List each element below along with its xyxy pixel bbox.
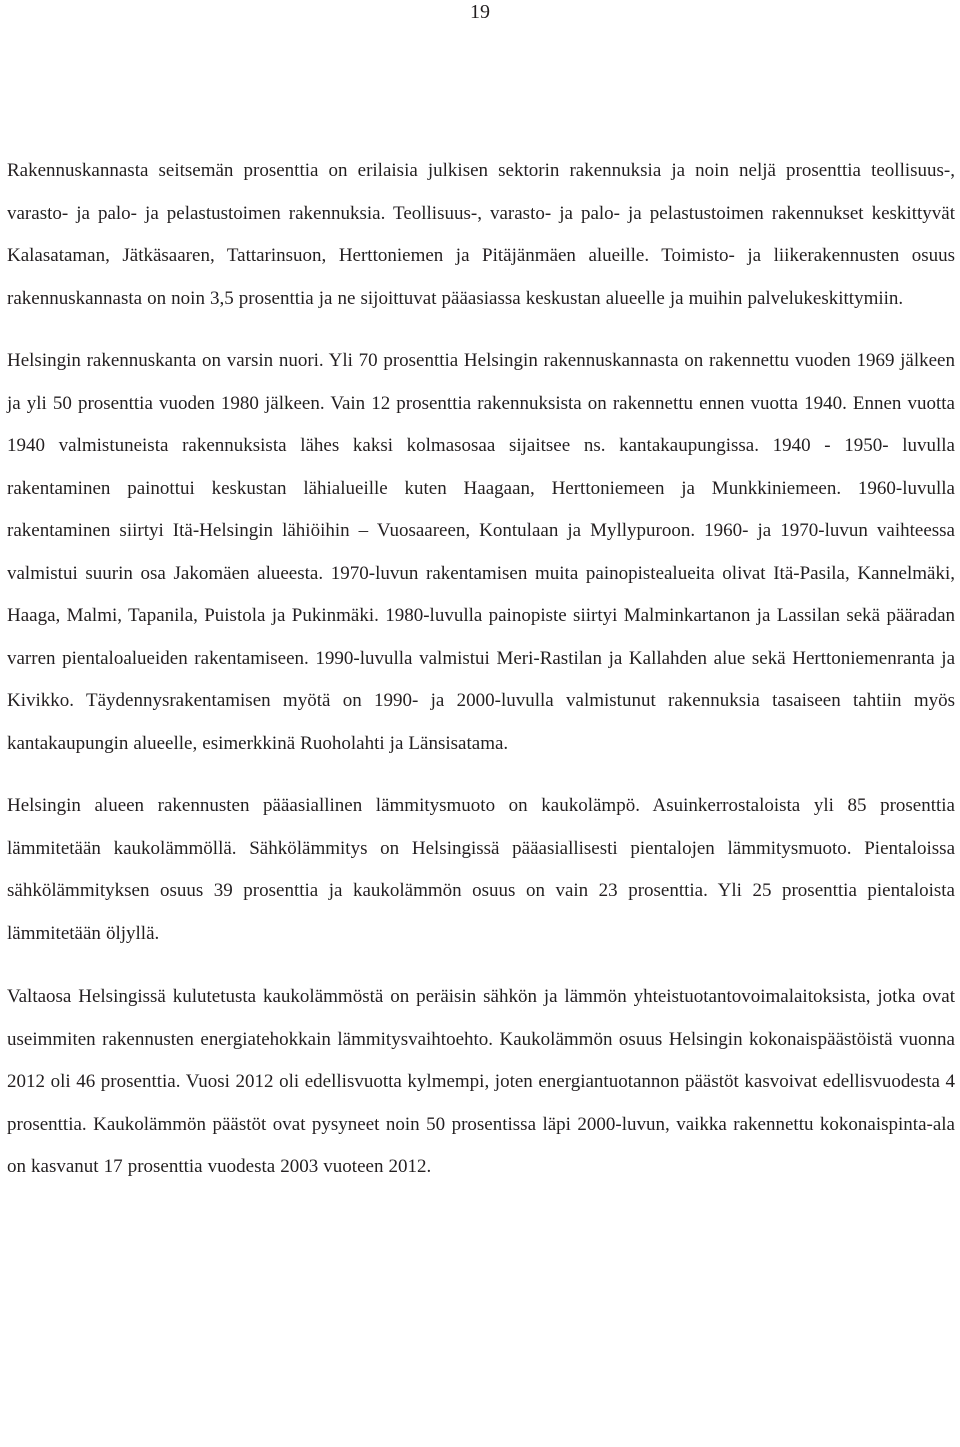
paragraph-building-age: Helsingin rakennuskanta on varsin nuori. Yli 70 prosenttia Helsingin rakennuskannasta on rakennettu vuoden 1969 jälkeen ja yli 50 prosenttia vuoden 1980 jälkeen. Vain 12 prosenttia rakennuksista on rakennettu ennen vuotta 1940. Ennen vuotta 1940 valmistuneista rakennuksista lähes kaksi kolmasosaa sijaitsee ns. kantakaupungissa. 1940 - 1950- luvulla rakentaminen painottui keskustan lähialueille kuten Haagaan, Herttoniemeen ja Munkkiniemeen. 1960-luvulla rakentaminen siirtyi Itä-Helsingin lähiöihin – Vuosaareen, Kontulaan ja Myllypuroon. 1960- ja 1970-luvun vaihteessa valmistui suurin osa Jakomäen alueesta. 1970-luvun rakentamisen muita painopistealueita olivat Itä-Pasila, Kannelmäki, Haaga, Malmi, Tapanila, Puistola ja Pukinmäki. 1980-luvulla painopiste siirtyi Malminkartanon ja Lassilan sekä pääradan varren pientaloalueiden rakentamiseen. 1990-luvulla valmistui Meri-Rastilan ja Kallahden alue sekä Herttoniemenranta ja Kivikko. Täydennysrakentamisen myötä on 1990- ja 2000-luvulla valmistunut rakennuksia tasaiseen tahtiin myös kantakaupungin alueelle, esimerkkinä Ruoholahti ja Länsisatama. <box>7 350 955 754</box>
paragraph-building-stock-sectors: Rakennuskannasta seitsemän prosenttia on erilaisia julkisen sektorin rakennuksia ja noin neljä prosenttia teollisuus-, varasto- ja palo- ja pelastustoimen rakennuksia. Teollisuus-, varasto- ja palo- ja pelastustoimen rakennukset keskittyvät Kalasataman, Jätkäsaaren, Tattarinsuon, Herttoniemen ja Pitäjänmäen alueille. Toimisto- ja liikerakennusten osuus rakennuskannasta on noin 3,5 prosenttia ja ne sijoittuvat pääasiassa keskustan alueelle ja muihin palvelukeskittymiin. <box>7 160 955 309</box>
paragraph-district-heating: Valtaosa Helsingissä kulutetusta kaukolämmöstä on peräisin sähkön ja lämmön yhteistuotantovoimalaitoksista, jotka ovat useimmiten rakennusten energiatehokkain lämmitysvaihtoehto. Kaukolämmön osuus Helsingin kokonaispäästöistä vuonna 2012 oli 46 prosenttia. Vuosi 2012 oli edellisvuotta kylmempi, joten energiantuotannon päästöt kasvoivat edellisvuodesta 4 prosenttia. Kaukolämmön päästöt ovat pysyneet noin 50 prosentissa läpi 2000-luvun, vaikka rakennettu kokonaispinta-ala on kasvanut 17 prosenttia vuodesta 2003 vuoteen 2012. <box>7 986 955 1177</box>
paragraph-heating-methods: Helsingin alueen rakennusten pääasiallinen lämmitysmuoto on kaukolämpö. Asuinkerrostaloista yli 85 prosenttia lämmitetään kaukolämmöllä. Sähkölämmitys on Helsingissä pääasiallisesti pientalojen lämmitysmuoto. Pientaloissa sähkölämmityksen osuus 39 prosenttia ja kaukolämmön osuus on vain 23 prosenttia. Yli 25 prosenttia pientaloista lämmitetään öljyllä. <box>7 795 955 944</box>
page-number: 19 <box>470 1 490 23</box>
document-body <box>7 150 955 1211</box>
